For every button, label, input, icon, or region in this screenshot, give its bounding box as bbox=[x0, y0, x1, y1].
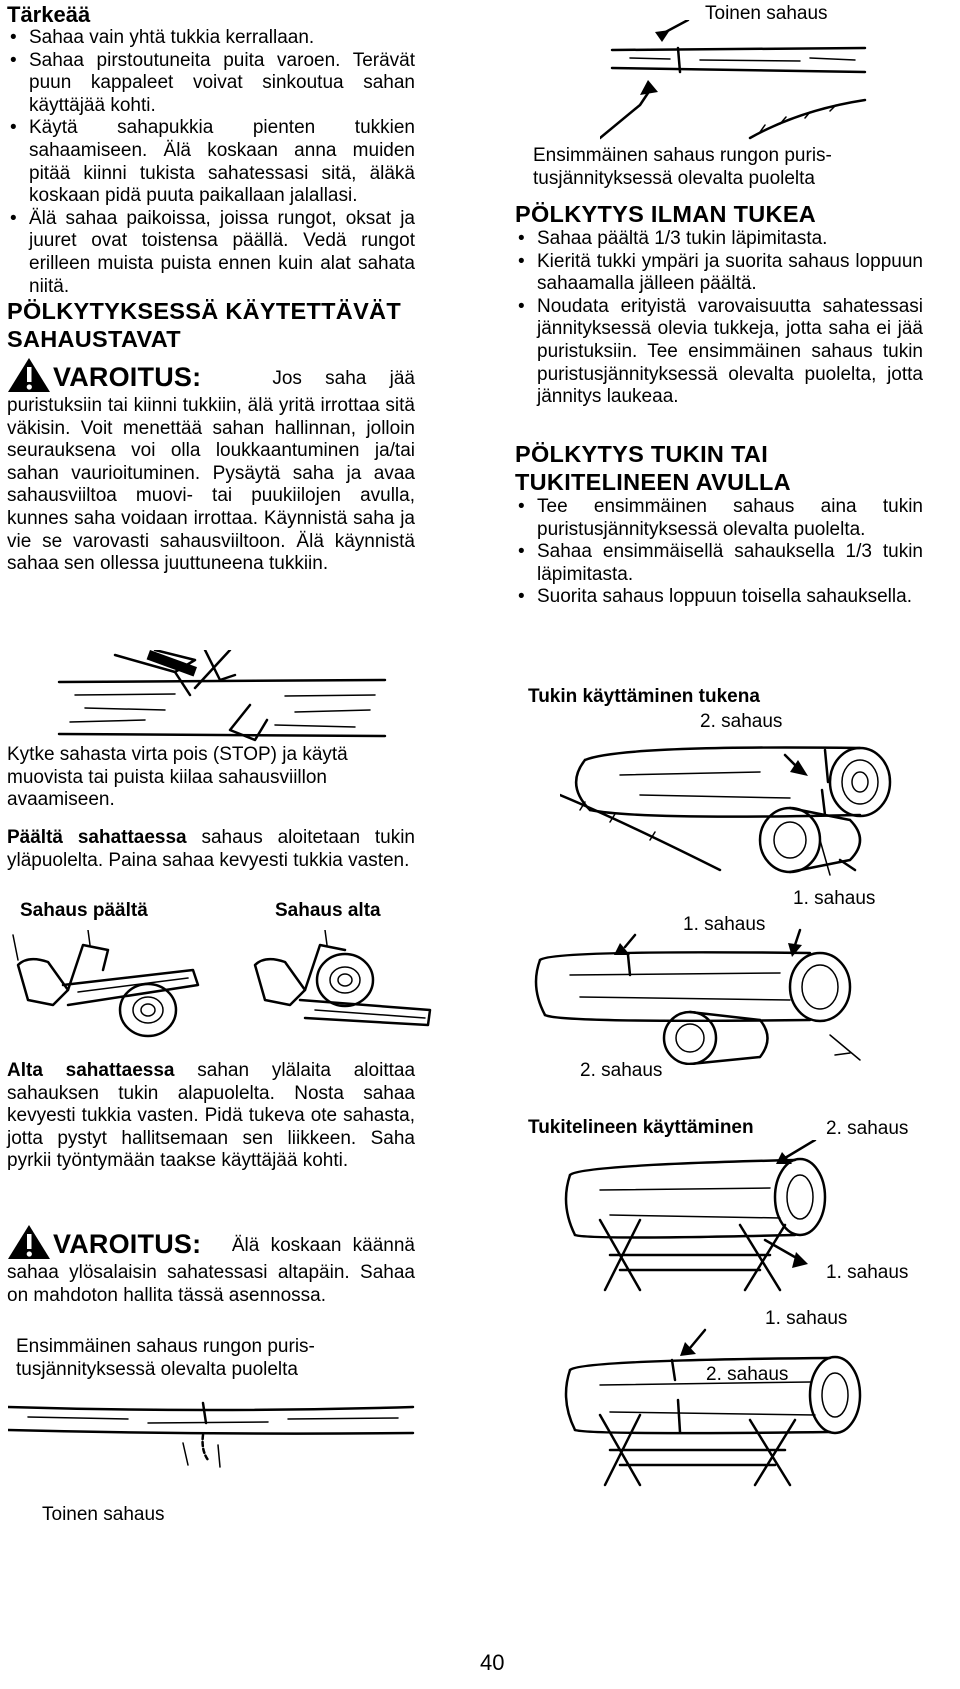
warning-first-line: Jos saha jää bbox=[272, 368, 415, 390]
sawhorse-illustration-2 bbox=[560, 1320, 905, 1490]
fig-log-support-title: Tukin käyttäminen tukena bbox=[528, 686, 760, 707]
important-heading: Tärkeää bbox=[7, 2, 91, 27]
fig2-label-first-cut-b: 1. sahaus bbox=[683, 914, 766, 935]
top-cut-illustration bbox=[8, 930, 208, 1040]
first-cut-caption-line: Ensimmäinen sahaus rungon puris- bbox=[533, 145, 832, 166]
warning-block-1 bbox=[7, 355, 415, 576]
warning-triangle-icon bbox=[7, 357, 51, 393]
no-support-heading: PÖLKYTYS ILMAN TUKEA bbox=[515, 201, 817, 227]
warning-body: sahaa ylösalaisin sahatessasi altapäin. Sahaa on mahdoton hallita tässä asennossa. bbox=[7, 1262, 415, 1306]
list-item: • Käytä sahapukkia pienten tukkien sahaamiseen. Älä koskaan anna muiden pitää kiinni tukista sahatessasi sitä, äläkä koskaan pidä puuta paikallaan jalallasi. bbox=[7, 117, 415, 207]
fig2-label-second-cut: 2. sahaus bbox=[580, 1060, 663, 1081]
log-support-illustration-1 bbox=[560, 730, 905, 880]
section-heading-line: PÖLKYTYKSESSÄ KÄYTETTÄVÄT bbox=[7, 298, 401, 324]
log-on-slope-illustration bbox=[600, 20, 875, 140]
warning-label: VAROITUS: bbox=[53, 1229, 202, 1259]
warning-first-line: Älä koskaan käännä bbox=[231, 1235, 415, 1257]
wedge-caption: Kytke sahasta virta pois (STOP) ja käytä muovista tai puista kiilaa sahausviillon avaamiseen. bbox=[7, 744, 348, 811]
section-heading-line: SAHAUSTAVAT bbox=[7, 326, 181, 352]
list-item: • Tee ensimmäinen sahaus aina tukin puristusjännityksessä olevalta puolelta. bbox=[515, 496, 923, 541]
fig4-label-second-cut: 2. sahaus bbox=[706, 1364, 789, 1385]
list-item: • Älä sahaa paikoissa, joissa rungot, oksat ja juuret ovat toistensa päällä. Vedä rungot erilleen muista puista ennen kuin alat sahata niitä. bbox=[7, 208, 415, 298]
first-cut-caption-line: tusjännityksessä olevalta puolelta bbox=[533, 168, 816, 189]
label-bottom-cut: Sahaus alta bbox=[275, 900, 381, 921]
warning-body: puristuksiin tai kiinni tukkiin, älä yritä irrottaa sitä väkisin. Voit menettää sahan hallinnan, jolloin seurauksena voi olla loukkaantuminen ja/tai sahan vaurioituminen. Pysäytä saha ja avaa sahausviiltoa muovi- tai puukiilojen avulla, kunnes saha voidaan irrottaa. Käynnistä saha ja vie se varovasti sahausviiltoon. Älä käynnistä sahaa sen ollessa juuttuneena tukkiin. bbox=[7, 395, 415, 575]
list-item: • Suorita sahaus loppuun toisella sahauksella. bbox=[515, 586, 923, 609]
list-item: • Sahaa päältä 1/3 tukin läpimitasta. bbox=[515, 228, 923, 251]
bottom-cut-text: sahan ylälaita aloittaa sahauksen tukin alapuolelta. Nosta sahaa kevyesti tukkia vasten. Pidä tukeva ote sahasta, jotta pystyt hallitsemaan sen liikkeen. Saha pyrkii työntymään taakse käyttäjää kohti. bbox=[7, 1060, 416, 1172]
list-item: • Sahaa vain yhtä tukkia kerrallaan. bbox=[7, 27, 415, 50]
no-support-section bbox=[515, 200, 923, 409]
list-item: • Kieritä tukki ympäri ja suorita sahaus loppuun sahaamalla jälleen päältä. bbox=[515, 251, 923, 296]
warning-label: VAROITUS: bbox=[53, 362, 202, 392]
fig4-label-first-cut: 1. sahaus bbox=[765, 1308, 848, 1329]
top-cut-paragraph bbox=[7, 827, 415, 872]
second-cut-label: Toinen sahaus bbox=[42, 1504, 165, 1525]
important-section bbox=[7, 2, 415, 298]
top-cut-bold: Päältä sahattaessa bbox=[7, 827, 187, 848]
fig3-label-first-cut: 1. sahaus bbox=[826, 1262, 909, 1283]
bottom-cut-illustration bbox=[245, 930, 445, 1040]
with-support-section bbox=[515, 440, 923, 609]
with-support-heading: PÖLKYTYS TUKIN TAI bbox=[515, 441, 769, 467]
log-support-illustration-2 bbox=[530, 915, 910, 1065]
label-top-cut: Sahaus päältä bbox=[20, 900, 148, 921]
warning-head-row bbox=[7, 355, 415, 393]
fig1-label-second-cut: 2. sahaus bbox=[700, 711, 783, 732]
list-item: • Sahaa ensimmäisellä sahauksella 1/3 tukin läpimitasta. bbox=[515, 541, 923, 586]
fig3-label-second-cut: 2. sahaus bbox=[826, 1118, 909, 1139]
bottom-cut-bold: Alta sahattaessa bbox=[7, 1060, 175, 1081]
wedge-illustration bbox=[55, 650, 395, 745]
no-support-list bbox=[515, 228, 923, 409]
sagging-log-illustration bbox=[8, 1395, 420, 1510]
warning-block-2 bbox=[7, 1222, 415, 1307]
with-support-list bbox=[515, 496, 923, 609]
section-heading-bucking bbox=[7, 297, 437, 353]
warning-head-row bbox=[7, 1222, 415, 1260]
list-item: • Noudata erityistä varovaisuutta sahatessasi jännityksessä olevia tukkeja, jotta saha ei jää puristuksiin. Tee ensimmäinen sahaus tukin puristusjännityksessä olevalta puolelta, jotta jännitys laukeaa. bbox=[515, 296, 923, 409]
first-cut-caption-line: Ensimmäinen sahaus rungon puris- bbox=[16, 1336, 315, 1357]
first-cut-caption-line: tusjännityksessä olevalta puolelta bbox=[16, 1359, 299, 1380]
bottom-cut-paragraph bbox=[7, 1060, 415, 1173]
with-support-heading: TUKITELINEEN AVULLA bbox=[515, 469, 791, 495]
warning-triangle-icon bbox=[7, 1224, 51, 1260]
page-number: 40 bbox=[480, 1650, 505, 1675]
list-item: • Sahaa pirstoutuneita puita varoen. Terävät puun kappaleet voivat sinkoutua sahan käyttäjää kohti. bbox=[7, 50, 415, 118]
important-list bbox=[7, 27, 415, 298]
toinen-sahaus-label: Toinen sahaus bbox=[705, 3, 828, 24]
top-cut-text: sahaus aloitetaan tukin yläpuolelta. Paina sahaa kevyesti tukkia vasten. bbox=[7, 827, 416, 871]
fig2-label-first-cut-a: 1. sahaus bbox=[793, 888, 876, 909]
fig-stand-title: Tukitelineen käyttäminen bbox=[528, 1117, 754, 1138]
